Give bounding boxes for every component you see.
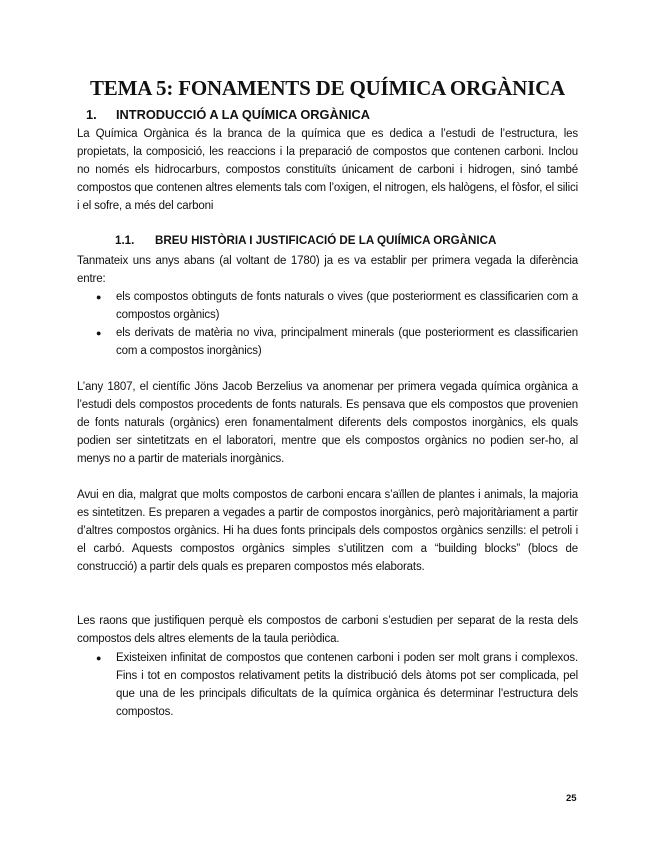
synthesis-paragraph: Avui en dia, malgrat que molts compostos de carboni encara s’aïllen de plantes i animals, la majoria es sintetitzen. Es preparen a vegades a partir de compostos inorgànics, però majoritàriament a partir d’altres compostos orgànics. Hi ha dues fonts principals dels compostos orgànics senzills: el petroli i el carbó. Aquests compostos orgànics simples s’utilitzen com a “building blocks” (blocs de construcció) a partir dels quals es preparen compostos més elaborats.	[77, 489, 578, 574]
list-item: ● els compostos obtinguts de fonts naturals o vives (que posteriorment es classificarien com a compostos orgànics)	[96, 288, 578, 324]
section-heading-text: INTRODUCCIÓ A LA QUÍMICA ORGÀNICA	[116, 107, 371, 122]
berzelius-paragraph: L’any 1807, el científic Jöns Jacob Berzelius va anomenar per primera vegada química orgànica a l’estudi dels compostos procedents de fonts naturals. Es pensava que els compostos que provenien de fonts naturals (orgànics) eren fonamentalment diferents dels compostos inorgànics, els quals podien ser sintetitzats en el laboratori, mentre que els compostos orgànics no podien ser-ho, al menys no a partir de materials inorgànics.	[77, 381, 578, 466]
reasons-paragraph: Les raons que justifiquen perquè els compostos de carboni s’estudien per separat de la resta dels compostos dels altres elements de la taula periòdica.	[77, 615, 578, 646]
page-number: 25	[566, 793, 577, 804]
subsection-heading-1-1	[115, 234, 496, 247]
subsection-number: 1.1.	[115, 234, 135, 247]
subsection-heading-text: BREU HISTÒRIA I JUSTIFICACIÓ DE LA QUIÍMICA ORGÀNICA	[155, 234, 497, 247]
list-item: ● Existeixen infinitat de compostos que contenen carboni i poden ser molt grans i complexos. Fins i tot en compostos relativament petits la distribució dels àtoms pot ser complicada, pel que una de les principals dificultats de la química orgànica és determinar l’estructura dels compostos.	[96, 649, 578, 721]
origin-bullet-list	[96, 288, 578, 360]
history-intro-paragraph: Tanmateix uns anys abans (al voltant de 1780) ja es va establir per primera vegada la diferència entre:	[77, 255, 578, 286]
section-heading-1	[86, 107, 370, 122]
page-title: TEMA 5: FONAMENTS DE QUÍMICA ORGÀNICA	[89, 76, 566, 100]
section-number: 1.	[86, 107, 97, 122]
intro-paragraph: La Química Orgànica és la branca de la química que es dedica a l’estudi de l’estructura, les propietats, la composició, les reaccions i la preparació de compostos que contenen carboni. Inclou no només els hidrocarburs, compostos constituïts únicament de carboni i hidrogen, sinó també compostos que contenen altres elements tals com l’oxigen, el nitrogen, els halògens, el fòsfor, el silici i el sofre, a més del carboni	[77, 128, 578, 213]
reasons-bullet-list	[96, 649, 578, 721]
list-item: ● els derivats de matèria no viva, principalment minerals (que posteriorment es classificarien com a compostos inorgànics)	[96, 324, 578, 360]
